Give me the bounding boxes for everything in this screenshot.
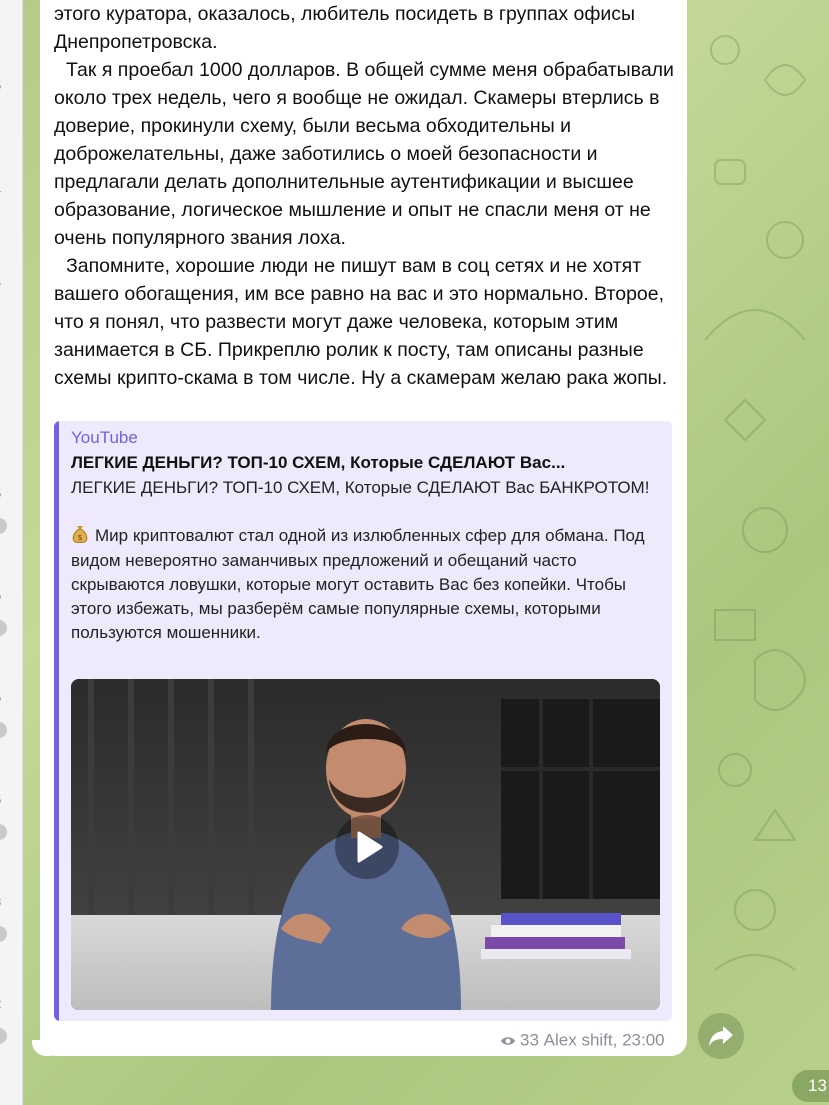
message-paragraph: Запомните, хорошие люди не пишут вам в соц сетях и не хотят вашего обогащения, им все равно на вас и это нормально. Второе, что я понял, что развести могут даже человека, которым этим занимается в СБ. Прикреплю ролик к посту, там описаны разные схемы крипто-скама в том числе. Ну а скамерам желаю рака жопы. bbox=[54, 255, 668, 389]
author-time: Alex shift, 23:00 bbox=[543, 1030, 665, 1050]
eye-icon bbox=[500, 1035, 516, 1047]
play-icon bbox=[335, 815, 399, 879]
money-bag-icon bbox=[71, 524, 89, 544]
link-preview-description-line: ЛЕГКИЕ ДЕНЬГИ? ТОП-10 СХЕМ, Которые СДЕЛАЮТ Вас БАНКРОТОМ! bbox=[71, 478, 650, 497]
chat-list-item-mark bbox=[0, 996, 1, 1011]
message-meta bbox=[500, 1030, 665, 1051]
chat-list-unread-dot bbox=[0, 722, 7, 738]
play-button[interactable] bbox=[335, 815, 399, 879]
chat-list-item-mark bbox=[0, 588, 1, 603]
link-preview-site-name[interactable]: YouTube bbox=[71, 428, 138, 447]
svg-text:$: $ bbox=[77, 533, 83, 543]
chat-list-item-mark bbox=[0, 690, 1, 705]
message-paragraph: Так я проебал 1000 долларов. В общей сумме меня обрабатывали около трех недель, чего я вообще не ожидал. Скамеры втерлись в доверие, прокинули схему, были весьма обходительны и доброжелательны, даже заботились о моей безопасности и предлагали делать дополнительные аутентификации и высшее образование, логическое мышление и опыт не спасли меня от не очень популярного звания лоха. bbox=[54, 59, 674, 249]
link-preview-description-text: Мир криптовалют стал одной из излюбленных сфер для обмана. Под видом невероятно заманчивых предложений и обещаний часто скрываются ловушки, которые могут оставить Вас без копейки. Чтобы этого избежать, мы разберём самые популярные схемы, которыми пользуются мошенники. bbox=[71, 526, 645, 643]
link-preview[interactable] bbox=[54, 421, 672, 1021]
chat-list-item-mark bbox=[0, 78, 1, 93]
message-bubble-tail bbox=[32, 1040, 52, 1056]
chat-list-item-mark bbox=[0, 792, 1, 807]
link-preview-title: ЛЕГКИЕ ДЕНЬГИ? ТОП-10 СХЕМ, Которые СДЕЛАЮТ Вас... bbox=[71, 453, 566, 472]
chat-list-strip[interactable] bbox=[0, 0, 23, 1105]
chat-list-unread-dot bbox=[0, 1028, 7, 1044]
chat-list-item-mark bbox=[0, 180, 1, 195]
chat-list-unread-dot bbox=[0, 824, 7, 840]
view-count: 33 bbox=[520, 1030, 539, 1050]
video-thumbnail[interactable] bbox=[71, 679, 660, 1010]
chat-list-item-mark bbox=[0, 486, 1, 501]
link-preview-accent-bar bbox=[54, 421, 59, 1021]
chat-list-unread-dot bbox=[0, 518, 7, 534]
link-preview-description bbox=[71, 476, 663, 646]
wallpaper-doodles bbox=[695, 10, 825, 1090]
message-paragraph: этого куратора, оказалось, любитель посидеть в группах офисы Днепропетровска. bbox=[54, 3, 636, 53]
unread-count-badge[interactable]: 13 bbox=[792, 1070, 829, 1102]
chat-list-unread-dot bbox=[0, 620, 7, 636]
forward-icon bbox=[698, 1013, 744, 1059]
link-preview-description-line bbox=[71, 524, 663, 645]
chat-list-item-mark bbox=[0, 280, 1, 295]
chat-list-unread-dot bbox=[0, 926, 7, 942]
message-text bbox=[54, 0, 674, 392]
chat-list-item-mark bbox=[0, 894, 1, 909]
forward-button[interactable] bbox=[698, 1013, 744, 1059]
